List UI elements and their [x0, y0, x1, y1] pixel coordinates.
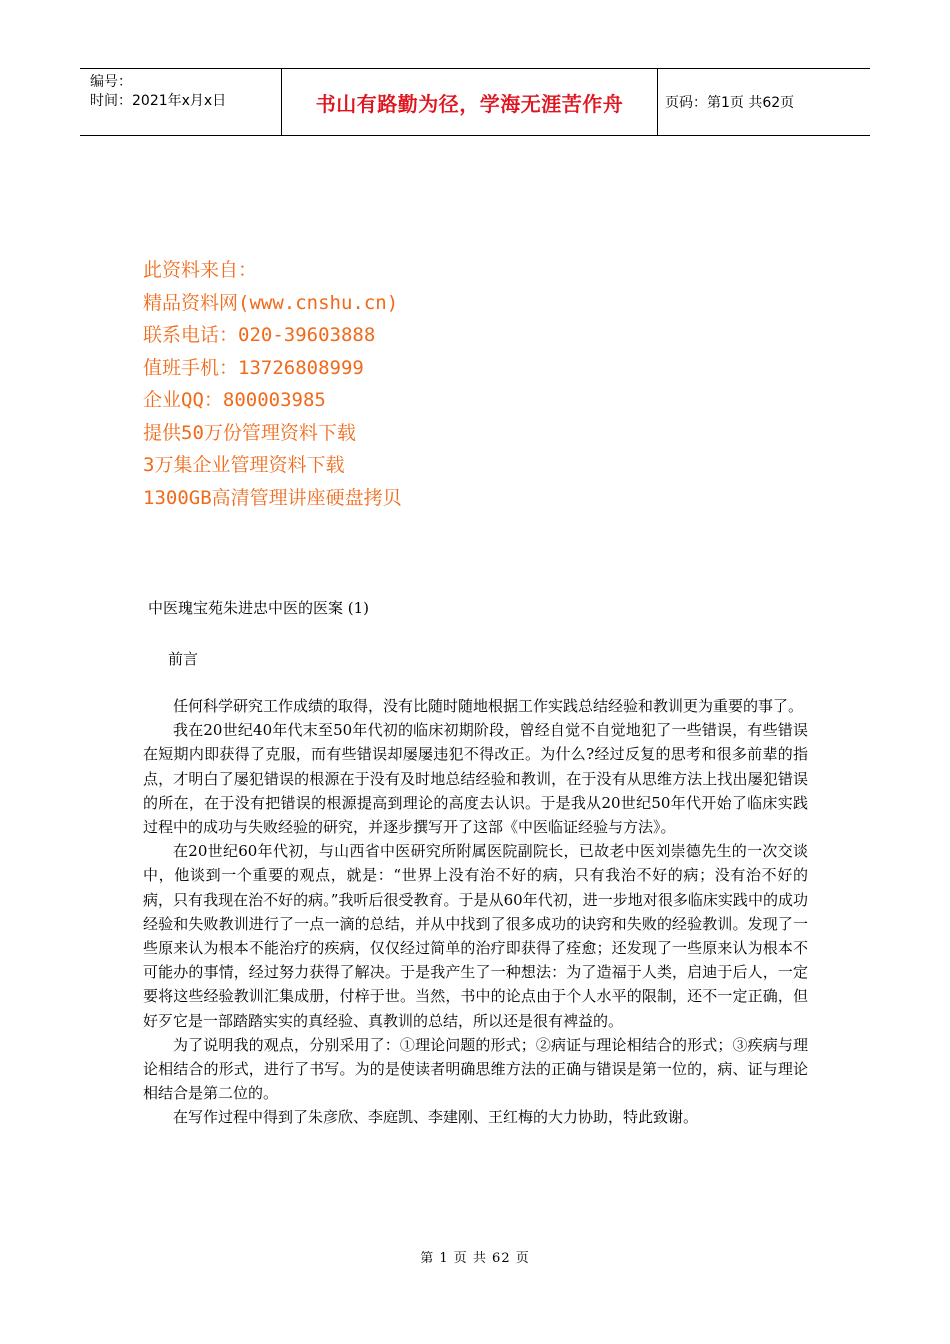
- document-number-label: 编号：: [90, 74, 132, 90]
- source-info-block: [143, 254, 402, 514]
- body-paragraph: 为了说明我的观点，分别采用了：①理论问题的形式；②病证与理论相结合的形式；③疾病与理论相结合的形式，进行了书写。为的是使读者明确思维方法的正确与错误是第一位的，病、证与理论相结合是第二位的。: [143, 1035, 808, 1103]
- source-info-line: 此资料来自：: [143, 259, 258, 281]
- document-time-label: 时间：2021年x月x日: [90, 93, 227, 109]
- source-info-line: 值班手机：13726808999: [143, 356, 364, 379]
- source-info-line: 联系电话：020-39603888: [143, 324, 376, 346]
- preface-heading: 前言: [168, 650, 199, 668]
- source-info-line: 企业QQ：800003985: [143, 389, 326, 411]
- source-info-line: 1300GB高清管理讲座硬盘拷贝: [143, 486, 402, 509]
- header-page-code: 页码：第1页 共62页: [665, 95, 795, 111]
- document-body: [143, 694, 808, 1130]
- body-paragraph: 任何科学研究工作成绩的取得，没有比随时随地根据工作实践总结经验和教训更为重要的事了。: [173, 697, 804, 715]
- document-title: 中医瑰宝苑朱进忠中医的医案 (1): [148, 599, 370, 617]
- header-meta-cell: [80, 69, 282, 135]
- body-paragraph: 在写作过程中得到了朱彦欣、李庭凯、李建刚、王红梅的大力协助，特此致谢。: [173, 1108, 699, 1127]
- body-paragraph: 在20世纪60年代初，与山西省中医研究所附属医院副院长，已故老中医刘崇德先生的一次交谈中，他谈到一个重要的观点，就是：“世界上没有治不好的病，只有我治不好的病；没有治不好的病，只有我现在治不好的病。”我听后很受教育。于是从60年代初，进一步地对很多临床实践中的成功经验和失败教训进行了一点一滴的总结，并从中找到了很多成功的诀窍和失败的经验教训。发现了一些原来认为根本不能治疗的疾病，仅仅经过简单的治疗即获得了痊愈；还发现了一些原来认为根本不可能办的事情，经过努力获得了解决。于是我产生了一种想法：为了造福于人类，启迪于后人，一定要将这些经验教训汇集成册，付梓于世。当然，书中的论点由于个人水平的限制，还不一定正确，但好歹它是一部踏踏实实的真经验、真教训的总结，所以还是很有裨益的。: [143, 842, 808, 1030]
- source-info-line: 提供50万份管理资料下载: [143, 421, 356, 444]
- page-footer: 第 1 页 共 62 页: [420, 1251, 530, 1266]
- header-motto: 书山有路勤为径，学海无涯苦作舟: [282, 69, 658, 135]
- page-header: [80, 68, 870, 136]
- source-info-line: 精品资料网(www.cnshu.cn): [143, 291, 399, 314]
- body-paragraph: 我在20世纪40年代末至50年代初的临床初期阶段，曾经自觉不自觉地犯了一些错误，有些错误在短期内即获得了克服，而有些错误却屡屡违犯不得改正。为什么?经过反复的思考和很多前辈的指点，才明白了屡犯错误的根源在于没有及时地总结经验和教训，在于没有从思维方法上找出屡犯错误的所在，在于没有把错误的根源提高到理论的高度去认识。于是我从20世纪50年代开始了临床实践过程中的成功与失败经验的研究，并逐步撰写开了这部《中医临证经验与方法》。: [143, 721, 808, 837]
- source-info-line: 3万集企业管理资料下载: [143, 454, 345, 476]
